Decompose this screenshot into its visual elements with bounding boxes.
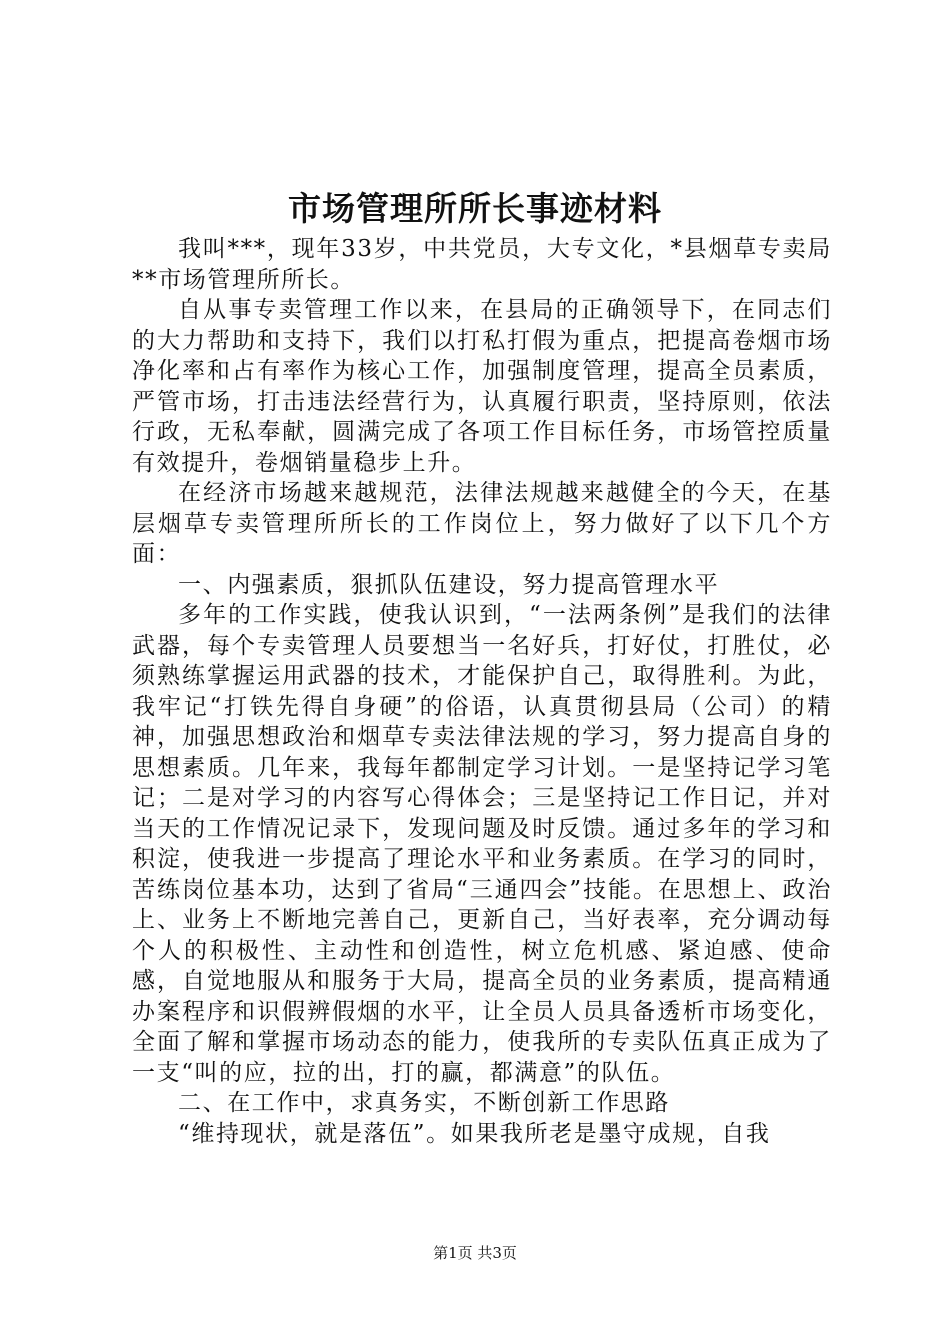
section-heading-2: 二、在工作中，求真务实，不断创新工作思路 bbox=[178, 1090, 670, 1116]
paragraph-intro: 我叫***，现年33岁，中共党员，大专文化，*县烟草专卖局**市场管理所所长。 bbox=[132, 236, 832, 293]
paragraph-overview: 自从事专卖管理工作以来，在县局的正确领导下，在同志们的大力帮助和支持下，我们以打私打假为重点，把提高卷烟市场净化率和占有率作为核心工作，加强制度管理，提高全员素质，严管市场，打击违法经营行为，认真履行职责，坚持原则，依法行政，无私奉献，圆满完成了各项工作目标任务，市场管控质量有效提升，卷烟销量稳步上升。 bbox=[132, 297, 832, 476]
document-title: 市场管理所所长事迹材料 bbox=[288, 189, 662, 228]
paragraph-section-2: “维持现状，就是落伍”。如果我所老是墨守成规，自我 bbox=[178, 1120, 771, 1147]
paragraph-section-1: 多年的工作实践，使我认识到，“一法两条例”是我们的法律武器，每个专卖管理人员要想当一名好兵，打好仗，打胜仗，必须熟练掌握运用武器的技术，才能保护自己，取得胜利。为此，我牢记“打铁先得自身硬”的俗语，认真贯彻县局（公司）的精神，加强思想政治和烟草专卖法律法规的学习，努力提高自身的思想素质。几年来，我每年都制定学习计划。一是坚持记学习笔记；二是对学习的内容写心得体会；三是坚持记工作日记，并对当天的工作情况记录下，发现问题及时反馈。通过多年的学习和积淀，使我进一步提高了理论水平和业务素质。在学习的同时，苦练岗位基本功，达到了省局“三通四会”技能。在思想上、政治上、业务上不断地完善自己，更新自己，当好表率，充分调动每个人的积极性、主动性和创造性，树立危机感、紧迫感、使命感，自觉地服从和服务于大局，提高全员的业务素质，提高精通办案程序和识假辨假烟的水平，让全员人员具备透析市场变化，全面了解和掌握市场动态的能力，使我所的专卖队伍真正成为了一支“叫的应，拉的出，打的赢，都满意”的队伍。 bbox=[132, 602, 832, 1086]
section-heading-1: 一、内强素质，狠抓队伍建设，努力提高管理水平 bbox=[178, 571, 720, 598]
paragraph-aspects: 在经济市场越来越规范，法律法规越来越健全的今天，在基层烟草专卖管理所所长的工作岗位上，努力做好了以下几个方面： bbox=[132, 480, 832, 567]
page-footer: 第1页 共3页 bbox=[433, 1244, 517, 1262]
document-body bbox=[132, 234, 832, 1149]
